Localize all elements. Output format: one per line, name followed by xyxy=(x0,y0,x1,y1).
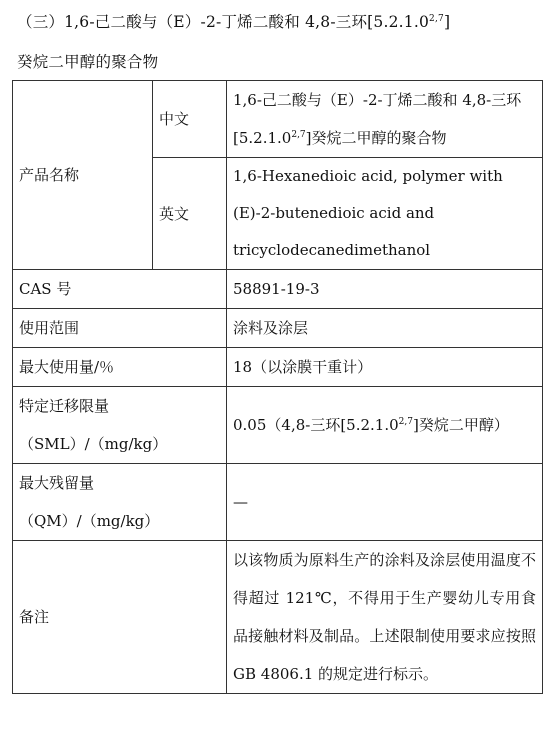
remarks-value: 以该物质为原料生产的涂料及涂层使用温度不得超过 121℃，不得用于生产婴幼儿专用食品接触材料及制品。上述限制使用要求应按照 GB 4806.1 的规定进行标示。 xyxy=(227,541,543,694)
remarks-label: 备注 xyxy=(13,541,227,694)
table-row xyxy=(13,387,543,464)
qm-label: 最大残留量 （QM）/（mg/kg） xyxy=(13,464,227,541)
cas-value: 58891-19-3 xyxy=(227,270,543,309)
scope-label: 使用范围 xyxy=(13,309,227,348)
heading-line-1: （三）1,6-己二酸与（E）-2-丁烯二酸和 4,8-三环[5.2.1.0$^{2,7}$] xyxy=(17,13,451,31)
table-row xyxy=(13,81,543,158)
substance-table xyxy=(12,80,543,694)
sml-label: 特定迁移限量 （SML）/（mg/kg） xyxy=(13,387,227,464)
table-row xyxy=(13,309,543,348)
sml-value: 0.05（4,8-三环[5.2.1.0$^{2,7}$]癸烷二甲醇） xyxy=(227,387,543,464)
section-heading xyxy=(17,2,542,82)
chinese-name-value: 1,6-己二酸与（E）-2-丁烯二酸和 4,8-三环[5.2.1.0$^{2,7}$]癸烷二甲醇的聚合物 xyxy=(227,81,543,158)
table-row xyxy=(13,541,543,694)
chinese-name-label: 中文 xyxy=(153,81,227,158)
heading-superscript: 2,7 xyxy=(429,13,444,24)
product-name-label: 产品名称 xyxy=(13,81,153,270)
max-use-value: 18（以涂膜干重计） xyxy=(227,348,543,387)
cas-label: CAS 号 xyxy=(13,270,227,309)
english-name-value: 1,6-Hexanedioic acid, polymer with (E)-2-butenedioic acid and tricyclodecanedimethanol xyxy=(227,158,543,270)
scope-value: 涂料及涂层 xyxy=(227,309,543,348)
heading-line-2: 癸烷二甲醇的聚合物 xyxy=(17,53,159,71)
english-name-label: 英文 xyxy=(153,158,227,270)
table-row xyxy=(13,464,543,541)
max-use-label: 最大使用量/％ xyxy=(13,348,227,387)
table-row xyxy=(13,270,543,309)
table-row xyxy=(13,348,543,387)
qm-value: — xyxy=(227,464,543,541)
